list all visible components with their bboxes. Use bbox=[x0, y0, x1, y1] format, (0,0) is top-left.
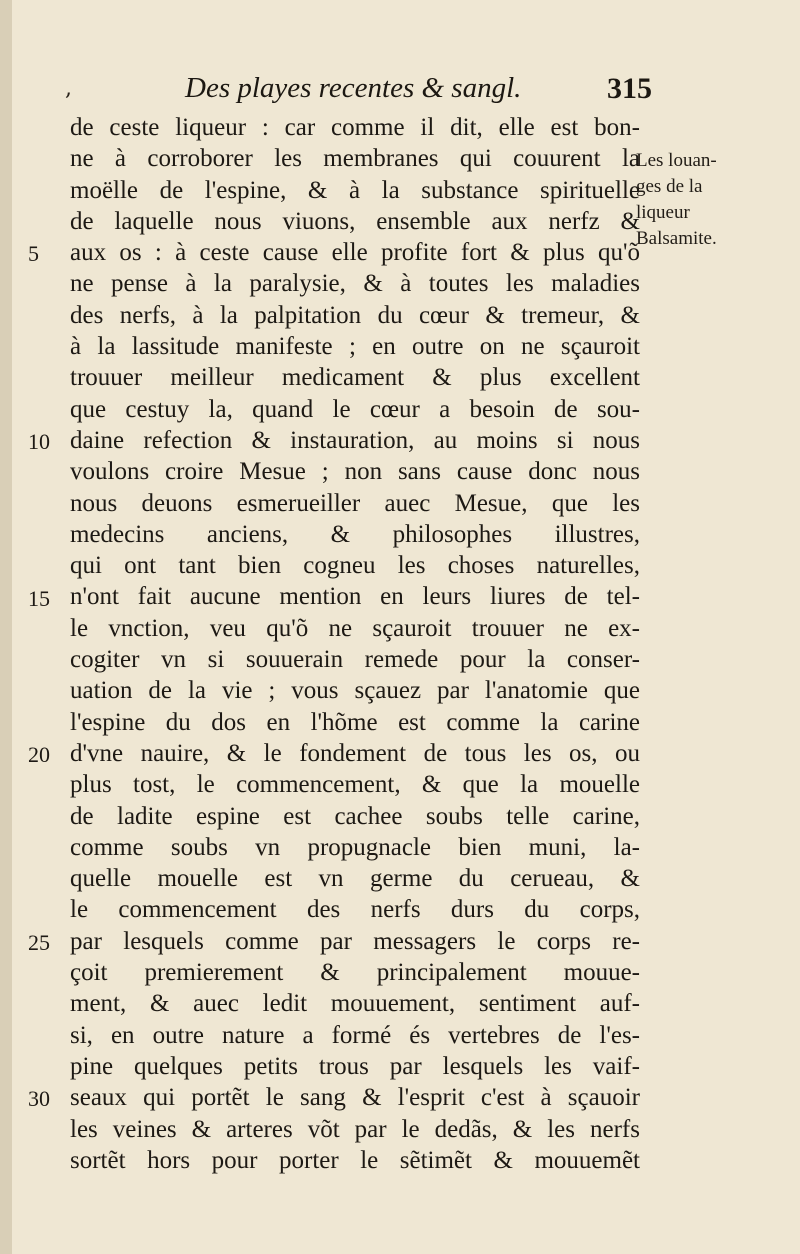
text-line: moëlle de l'espine, & à la substance spirituelle bbox=[70, 176, 640, 204]
side-note-line: Balsamite. bbox=[636, 228, 717, 249]
text-line: pine quelques petits trous par lesquels les vaif- bbox=[70, 1052, 640, 1080]
page-number: 315 bbox=[607, 72, 652, 105]
text-line: sortẽt hors pour porter le sẽtimẽt & mouuemẽt bbox=[70, 1146, 640, 1174]
running-title: Des playes recentes & sangl. bbox=[185, 72, 522, 104]
text-line: voulons croire Mesue ; non sans cause donc nous bbox=[70, 458, 640, 486]
line-number: 25 bbox=[28, 929, 50, 955]
text-line: le vnction, veu qu'õ ne sçauroit trouuer ne ex- bbox=[70, 614, 640, 642]
line-number: 15 bbox=[28, 585, 50, 611]
text-line: qui ont tant bien cogneu les choses naturelles, bbox=[70, 552, 640, 580]
text-line: si, en outre nature a formé és vertebres de l'es- bbox=[70, 1021, 640, 1049]
side-note-line: ges de la bbox=[636, 176, 703, 197]
text-line: des nerfs, à la palpitation du cœur & tremeur, & bbox=[70, 301, 640, 329]
text-line: plus tost, le commencement, & que la mouelle bbox=[70, 771, 640, 799]
text-line: d'vne nauire, & le fondement de tous les os, ou bbox=[70, 739, 640, 767]
line-number: 30 bbox=[28, 1086, 50, 1112]
text-line: le commencement des nerfs durs du corps, bbox=[70, 896, 640, 924]
text-line: les veines & arteres võt par le dedãs, & les nerfs bbox=[70, 1115, 640, 1143]
text-line: par lesquels comme par messagers le corps re- bbox=[70, 927, 640, 955]
line-number: 5 bbox=[28, 241, 39, 267]
line-number: 20 bbox=[28, 742, 50, 767]
text-line: çoit premierement & principalement mouue- bbox=[70, 959, 640, 987]
text-line: nous deuons esmerueiller auec Mesue, que les bbox=[70, 489, 640, 517]
text-line: quelle mouelle est vn germe du cerueau, & bbox=[70, 865, 640, 893]
side-note-line: Les louan- bbox=[636, 150, 717, 171]
text-line: aux os : à ceste cause elle profite fort & plus qu'õ bbox=[70, 239, 640, 267]
body-text bbox=[70, 112, 640, 1176]
text-line: ne pense à la paralysie, & à toutes les maladies bbox=[70, 270, 640, 298]
binding-edge bbox=[0, 0, 12, 1254]
text-line: medecins anciens, & philosophes illustres, bbox=[70, 520, 640, 548]
text-line: que cestuy la, quand le cœur a besoin de sou- bbox=[70, 395, 640, 423]
side-note bbox=[636, 148, 792, 252]
text-line: de ladite espine est cachee soubs telle carine, bbox=[70, 802, 640, 830]
line-number: 10 bbox=[28, 429, 50, 454]
text-line: trouuer meilleur medicament & plus excellent bbox=[70, 364, 640, 392]
text-line: daine refection & instauration, au moins si nous bbox=[70, 426, 640, 454]
text-line: seaux qui portẽt le sang & l'esprit c'est à sçauoir bbox=[70, 1084, 640, 1112]
text-line: uation de la vie ; vous sçauez par l'anatomie que bbox=[70, 677, 640, 705]
text-line: de laquelle nous viuons, ensemble aux nerfz & bbox=[70, 207, 640, 235]
text-line: comme soubs vn propugnacle bien muni, la- bbox=[70, 833, 640, 861]
header-mark: , bbox=[65, 76, 72, 101]
side-note-line: liqueur bbox=[636, 202, 690, 223]
text-line: à la lassitude manifeste ; en outre on ne sçauroit bbox=[70, 333, 640, 361]
page-header bbox=[60, 70, 660, 114]
text-line: ne à corroborer les membranes qui couurent la bbox=[70, 145, 640, 173]
text-line: ment, & auec ledit mouuement, sentiment auf- bbox=[70, 990, 640, 1018]
text-line: cogiter vn si souuerain remede pour la conser- bbox=[70, 646, 640, 674]
text-line: n'ont fait aucune mention en leurs liures de tel- bbox=[70, 583, 640, 611]
text-line: l'espine du dos en l'hõme est comme la carine bbox=[70, 708, 640, 736]
text-line: de ceste liqueur : car comme il dit, elle est bon- bbox=[70, 114, 640, 141]
